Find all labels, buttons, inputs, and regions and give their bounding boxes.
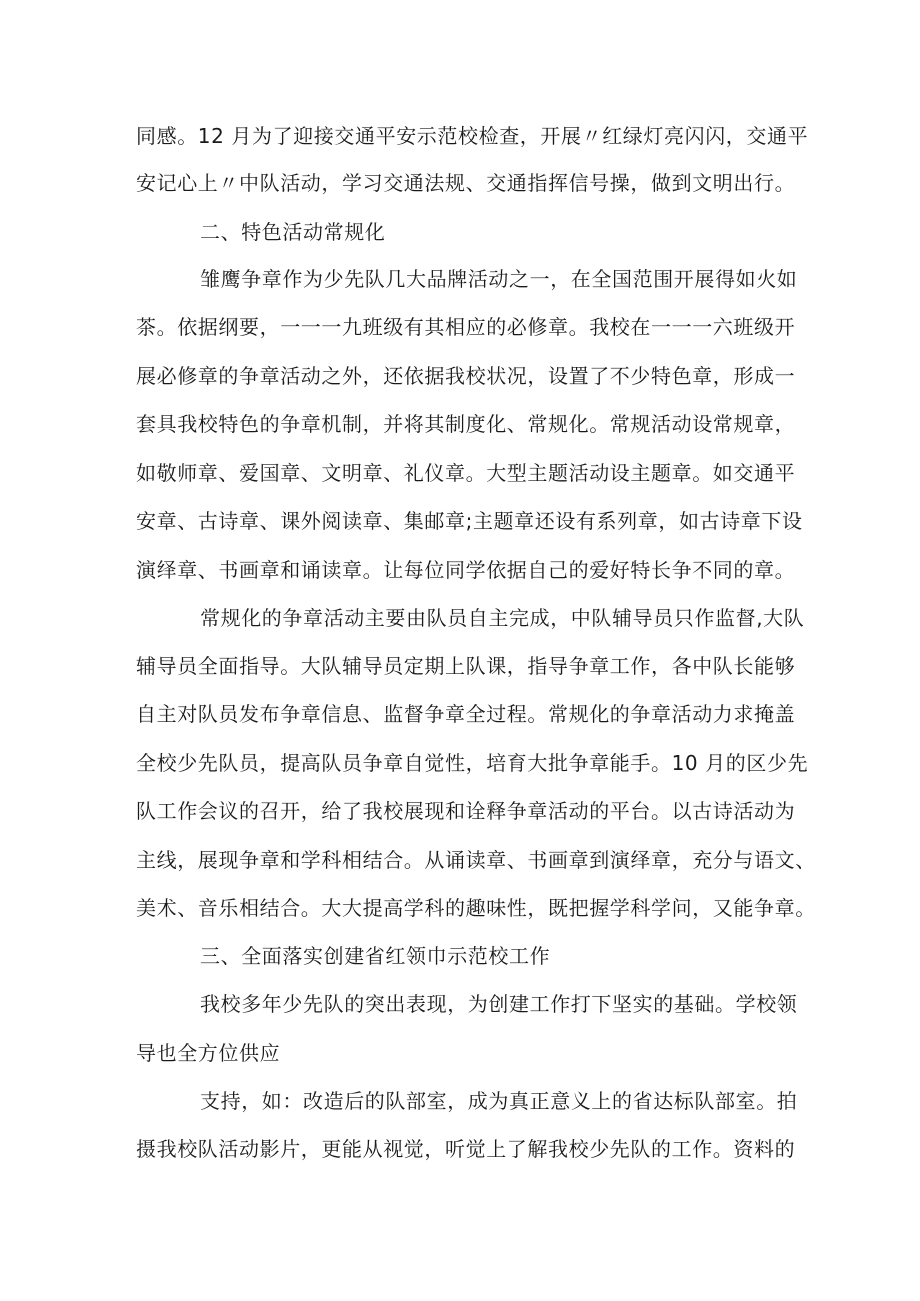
paragraph-line: 摄我校队活动影片，更能从视觉，听觉上了解我校少先队的工作。资料的 xyxy=(136,1137,796,1161)
paragraph-line: 常规化的争章活动主要由队员自主完成，中队辅导员只作监督,大队 xyxy=(200,606,805,630)
paragraph-line: 自主对队员发布争章信息、监督争章全过程。常规化的争章活动力求掩盖 xyxy=(136,702,796,726)
paragraph-line: 主线，展现争章和学科相结合。从诵读章、书画章到演绎章，充分与语文、 xyxy=(136,848,816,872)
paragraph-line: 美术、音乐相结合。大大提高学科的趣味性，既把握学科学问，又能争章。 xyxy=(136,896,816,920)
paragraph-line: 支持，如：改造后的队部室，成为真正意义上的省达标队部室。拍 xyxy=(200,1089,798,1113)
paragraph-line: 导也全方位供应 xyxy=(136,1041,281,1065)
paragraph-line: 安章、古诗章、课外阅读章、集邮章;主题章还设有系列章，如古诗章下设 xyxy=(136,509,803,533)
paragraph-line: 演绎章、书画章和诵读章。让每位同学依据自己的爱好特长争不同的章。 xyxy=(136,558,796,582)
paragraph-line: 我校多年少先队的突出表现，为创建工作打下坚实的基础。学校领 xyxy=(200,992,798,1016)
paragraph-line: 辅导员全面指导。大队辅导员定期上队课，指导争章工作，各中队长能够 xyxy=(136,654,796,678)
paragraph-line: 展必修章的争章活动之外，还依据我校状况，设置了不少特色章，形成一 xyxy=(136,364,796,388)
paragraph-line: 套具我校特色的争章机制，并将其制度化、常规化。常规活动设常规章， xyxy=(136,412,796,436)
paragraph-line: 茶。依据纲要，一一一九班级有其相应的必修章。我校在一一一六班级开 xyxy=(136,315,796,339)
paragraph-line: 雏鹰争章作为少先队几大品牌活动之一，在全国范围开展得如火如 xyxy=(200,267,798,291)
paragraph-line: 如敬师章、爱国章、文明章、礼仪章。大型主题活动设主题章。如交通平 xyxy=(136,461,796,485)
paragraph-line: 安记心上〃中队活动，学习交通法规、交通指挥信号操，做到文明出行。 xyxy=(136,171,796,195)
paragraph-line: 全校少先队员，提高队员争章自觉性，培育大批争章能手。10 月的区少先 xyxy=(136,751,809,775)
paragraph-line: 队工作会议的召开，给了我校展现和诠释争章活动的平台。以古诗活动为 xyxy=(136,799,796,823)
section-heading: 三、全面落实创建省红领巾示范校工作 xyxy=(200,944,551,968)
section-heading: 二、特色活动常规化 xyxy=(200,220,386,244)
paragraph-line: 同感。12 月为了迎接交通平安示范校检查，开展〃红绿灯亮闪闪，交通平 xyxy=(136,124,809,148)
